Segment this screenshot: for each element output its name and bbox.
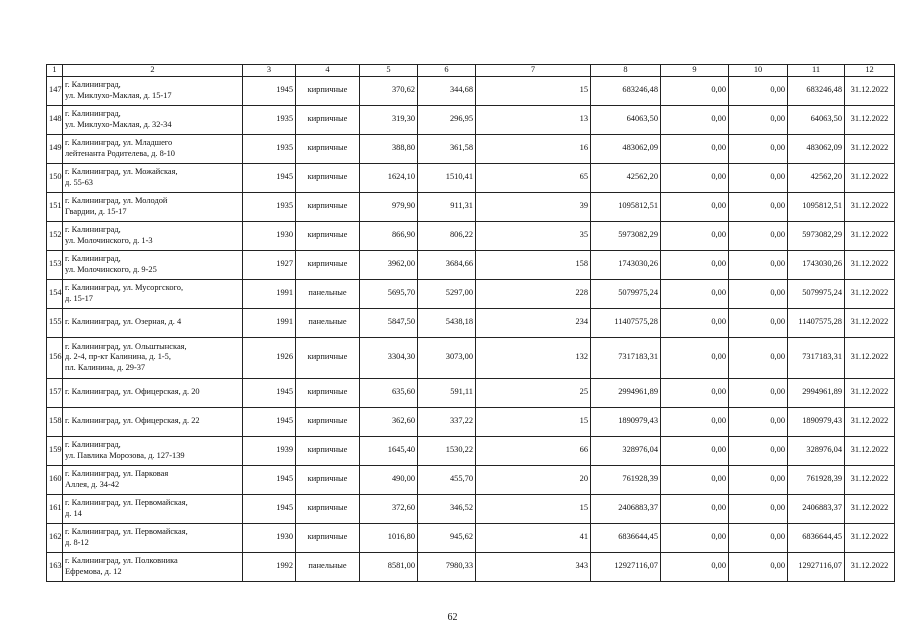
address-cell <box>63 308 243 337</box>
residents-cell: 15 <box>476 494 591 523</box>
address-line: г. Калининград, ул. Офицерская, д. 22 <box>65 416 200 426</box>
build-year-cell: 1935 <box>243 192 296 221</box>
area-total-cell: 388,80 <box>360 134 418 163</box>
cost-budget-cell: 0,00 <box>729 378 788 407</box>
address-line: г. Калининград, <box>65 80 121 89</box>
cost-fund-cell: 0,00 <box>661 163 729 192</box>
table-body <box>47 65 895 582</box>
wall-material-cell: панельные <box>296 552 360 581</box>
table-row <box>47 279 895 308</box>
wall-material-cell: кирпичные <box>296 494 360 523</box>
area-total-cell: 1016,80 <box>360 523 418 552</box>
address-line: г. Калининград, ул. Ольштынская, <box>65 341 187 351</box>
column-header: 12 <box>845 65 895 77</box>
cost-fund-cell: 0,00 <box>661 192 729 221</box>
cost-owners-cell: 64063,50 <box>788 105 845 134</box>
cost-fund-cell: 0,00 <box>661 250 729 279</box>
address-line: Гвардии, д. 15-17 <box>65 206 127 216</box>
cost-budget-cell: 0,00 <box>729 308 788 337</box>
area-living-cell: 5297,00 <box>418 279 476 308</box>
build-year-cell: 1926 <box>243 337 296 378</box>
address-line: г. Калининград, ул. Офицерская, д. 20 <box>65 387 200 397</box>
row-number-cell: 156 <box>47 337 63 378</box>
area-living-cell: 945,62 <box>418 523 476 552</box>
address-line: г. Калининград, ул. Можайская, <box>65 167 178 176</box>
cost-fund-cell: 0,00 <box>661 465 729 494</box>
row-number-cell: 147 <box>47 76 63 105</box>
residents-cell: 234 <box>476 308 591 337</box>
address-cell <box>63 378 243 407</box>
address-line: лейтенанта Родителева, д. 8-10 <box>65 148 175 158</box>
row-number-cell: 161 <box>47 494 63 523</box>
area-living-cell: 1510,41 <box>418 163 476 192</box>
cost-budget-cell: 0,00 <box>729 407 788 436</box>
area-total-cell: 1624,10 <box>360 163 418 192</box>
area-living-cell: 455,70 <box>418 465 476 494</box>
wall-material-cell: кирпичные <box>296 76 360 105</box>
cost-total-cell: 328976,04 <box>591 436 661 465</box>
deadline-cell: 31.12.2022 <box>845 436 895 465</box>
area-total-cell: 866,90 <box>360 221 418 250</box>
area-total-cell: 319,30 <box>360 105 418 134</box>
row-number-cell: 150 <box>47 163 63 192</box>
build-year-cell: 1945 <box>243 76 296 105</box>
address-line: ул. Миклухо-Маклая, д. 32-34 <box>65 119 172 129</box>
cost-owners-cell: 12927116,07 <box>788 552 845 581</box>
area-total-cell: 979,90 <box>360 192 418 221</box>
area-living-cell: 361,58 <box>418 134 476 163</box>
cost-total-cell: 1095812,51 <box>591 192 661 221</box>
area-total-cell: 5695,70 <box>360 279 418 308</box>
cost-owners-cell: 2406883,37 <box>788 494 845 523</box>
residents-cell: 16 <box>476 134 591 163</box>
wall-material-cell: кирпичные <box>296 221 360 250</box>
address-cell <box>63 163 243 192</box>
cost-budget-cell: 0,00 <box>729 436 788 465</box>
address-cell <box>63 407 243 436</box>
cost-budget-cell: 0,00 <box>729 250 788 279</box>
build-year-cell: 1991 <box>243 308 296 337</box>
address-line: г. Калининград, ул. Мусоргского, <box>65 283 184 292</box>
address-line: г. Калининград, ул. Первомайская, <box>65 527 188 536</box>
deadline-cell: 31.12.2022 <box>845 378 895 407</box>
address-line: ул. Павлика Морозова, д. 127-139 <box>65 450 185 460</box>
build-year-cell: 1991 <box>243 279 296 308</box>
table-row <box>47 552 895 581</box>
area-total-cell: 370,62 <box>360 76 418 105</box>
deadline-cell: 31.12.2022 <box>845 279 895 308</box>
area-total-cell: 3304,30 <box>360 337 418 378</box>
cost-owners-cell: 5079975,24 <box>788 279 845 308</box>
area-living-cell: 3073,00 <box>418 337 476 378</box>
area-total-cell: 1645,40 <box>360 436 418 465</box>
address-line: г. Калининград, <box>65 225 121 234</box>
residents-cell: 41 <box>476 523 591 552</box>
deadline-cell: 31.12.2022 <box>845 134 895 163</box>
area-total-cell: 635,60 <box>360 378 418 407</box>
area-total-cell: 5847,50 <box>360 308 418 337</box>
residents-cell: 13 <box>476 105 591 134</box>
address-cell <box>63 250 243 279</box>
residents-cell: 65 <box>476 163 591 192</box>
column-header: 10 <box>729 65 788 77</box>
address-line: г. Калининград, <box>65 254 121 263</box>
wall-material-cell: кирпичные <box>296 192 360 221</box>
cost-total-cell: 483062,09 <box>591 134 661 163</box>
column-header: 4 <box>296 65 360 77</box>
build-year-cell: 1939 <box>243 436 296 465</box>
table-row <box>47 407 895 436</box>
cost-owners-cell: 683246,48 <box>788 76 845 105</box>
column-header: 6 <box>418 65 476 77</box>
address-line: ул. Молочинского, д. 1-3 <box>65 235 153 245</box>
wall-material-cell: панельные <box>296 279 360 308</box>
column-header: 11 <box>788 65 845 77</box>
header-row <box>47 65 895 77</box>
row-number-cell: 160 <box>47 465 63 494</box>
address-cell <box>63 337 243 378</box>
build-year-cell: 1935 <box>243 105 296 134</box>
cost-owners-cell: 1890979,43 <box>788 407 845 436</box>
cost-fund-cell: 0,00 <box>661 105 729 134</box>
wall-material-cell: кирпичные <box>296 250 360 279</box>
cost-fund-cell: 0,00 <box>661 134 729 163</box>
address-line: г. Калининград, ул. Молодой <box>65 196 168 205</box>
deadline-cell: 31.12.2022 <box>845 76 895 105</box>
row-number-cell: 155 <box>47 308 63 337</box>
address-cell <box>63 494 243 523</box>
build-year-cell: 1927 <box>243 250 296 279</box>
address-line: Аллея, д. 34-42 <box>65 479 120 489</box>
deadline-cell: 31.12.2022 <box>845 105 895 134</box>
wall-material-cell: кирпичные <box>296 337 360 378</box>
cost-total-cell: 5973082,29 <box>591 221 661 250</box>
row-number-cell: 157 <box>47 378 63 407</box>
cost-total-cell: 1743030,26 <box>591 250 661 279</box>
column-header: 7 <box>476 65 591 77</box>
deadline-cell: 31.12.2022 <box>845 221 895 250</box>
residents-cell: 343 <box>476 552 591 581</box>
cost-owners-cell: 328976,04 <box>788 436 845 465</box>
address-line: г. Калининград, ул. Парковая <box>65 469 169 478</box>
deadline-cell: 31.12.2022 <box>845 523 895 552</box>
address-line: г. Калининград, ул. Первомайская, <box>65 498 188 507</box>
area-living-cell: 7980,33 <box>418 552 476 581</box>
address-line: г. Калининград, <box>65 440 121 449</box>
residents-cell: 20 <box>476 465 591 494</box>
area-living-cell: 806,22 <box>418 221 476 250</box>
column-header: 9 <box>661 65 729 77</box>
address-line: ул. Молочинского, д. 9-25 <box>65 264 157 274</box>
row-number-cell: 159 <box>47 436 63 465</box>
residents-cell: 25 <box>476 378 591 407</box>
cost-owners-cell: 7317183,31 <box>788 337 845 378</box>
cost-fund-cell: 0,00 <box>661 337 729 378</box>
table-row <box>47 308 895 337</box>
address-cell <box>63 134 243 163</box>
cost-fund-cell: 0,00 <box>661 76 729 105</box>
area-living-cell: 296,95 <box>418 105 476 134</box>
address-cell <box>63 105 243 134</box>
column-header: 1 <box>47 65 63 77</box>
page-number: 62 <box>447 612 458 623</box>
area-living-cell: 1530,22 <box>418 436 476 465</box>
row-number-cell: 162 <box>47 523 63 552</box>
cost-budget-cell: 0,00 <box>729 134 788 163</box>
address-cell <box>63 221 243 250</box>
row-number-cell: 158 <box>47 407 63 436</box>
area-total-cell: 8581,00 <box>360 552 418 581</box>
address-line: д. 15-17 <box>65 293 93 303</box>
deadline-cell: 31.12.2022 <box>845 552 895 581</box>
cost-fund-cell: 0,00 <box>661 279 729 308</box>
cost-owners-cell: 1095812,51 <box>788 192 845 221</box>
row-number-cell: 163 <box>47 552 63 581</box>
address-cell <box>63 552 243 581</box>
residents-cell: 15 <box>476 76 591 105</box>
deadline-cell: 31.12.2022 <box>845 407 895 436</box>
address-line: г. Калининград, ул. Озерная, д. 4 <box>65 317 182 327</box>
residents-cell: 35 <box>476 221 591 250</box>
row-number-cell: 149 <box>47 134 63 163</box>
deadline-cell: 31.12.2022 <box>845 308 895 337</box>
build-year-cell: 1935 <box>243 134 296 163</box>
cost-total-cell: 7317183,31 <box>591 337 661 378</box>
table-row <box>47 134 895 163</box>
residents-cell: 158 <box>476 250 591 279</box>
cost-owners-cell: 6836644,45 <box>788 523 845 552</box>
cost-total-cell: 2406883,37 <box>591 494 661 523</box>
wall-material-cell: кирпичные <box>296 163 360 192</box>
build-year-cell: 1945 <box>243 494 296 523</box>
address-line: д. 14 <box>65 508 82 518</box>
table-row <box>47 436 895 465</box>
wall-material-cell: кирпичные <box>296 523 360 552</box>
table-row <box>47 192 895 221</box>
cost-owners-cell: 11407575,28 <box>788 308 845 337</box>
table-row <box>47 337 895 378</box>
area-total-cell: 3962,00 <box>360 250 418 279</box>
table-row <box>47 250 895 279</box>
deadline-cell: 31.12.2022 <box>845 465 895 494</box>
cost-budget-cell: 0,00 <box>729 105 788 134</box>
area-living-cell: 344,68 <box>418 76 476 105</box>
address-line: ул. Миклухо-Маклая, д. 15-17 <box>65 90 172 100</box>
cost-total-cell: 6836644,45 <box>591 523 661 552</box>
address-cell <box>63 279 243 308</box>
deadline-cell: 31.12.2022 <box>845 494 895 523</box>
area-living-cell: 346,52 <box>418 494 476 523</box>
table-row <box>47 163 895 192</box>
row-number-cell: 148 <box>47 105 63 134</box>
wall-material-cell: кирпичные <box>296 465 360 494</box>
cost-total-cell: 12927116,07 <box>591 552 661 581</box>
area-total-cell: 372,60 <box>360 494 418 523</box>
build-year-cell: 1945 <box>243 378 296 407</box>
cost-fund-cell: 0,00 <box>661 523 729 552</box>
address-line: пл. Калинина, д. 29-37 <box>65 362 146 372</box>
cost-total-cell: 42562,20 <box>591 163 661 192</box>
address-line: г. Калининград, <box>65 109 121 118</box>
area-living-cell: 337,22 <box>418 407 476 436</box>
wall-material-cell: кирпичные <box>296 436 360 465</box>
residents-cell: 132 <box>476 337 591 378</box>
table-row <box>47 523 895 552</box>
deadline-cell: 31.12.2022 <box>845 163 895 192</box>
build-year-cell: 1945 <box>243 407 296 436</box>
address-line: Ефремова, д. 12 <box>65 566 122 576</box>
column-header: 3 <box>243 65 296 77</box>
address-line: д. 55-63 <box>65 177 93 187</box>
cost-owners-cell: 42562,20 <box>788 163 845 192</box>
build-year-cell: 1930 <box>243 221 296 250</box>
area-living-cell: 911,31 <box>418 192 476 221</box>
cost-fund-cell: 0,00 <box>661 378 729 407</box>
cost-budget-cell: 0,00 <box>729 465 788 494</box>
build-year-cell: 1992 <box>243 552 296 581</box>
cost-owners-cell: 483062,09 <box>788 134 845 163</box>
address-line: д. 8-12 <box>65 537 89 547</box>
cost-total-cell: 683246,48 <box>591 76 661 105</box>
deadline-cell: 31.12.2022 <box>845 192 895 221</box>
cost-owners-cell: 761928,39 <box>788 465 845 494</box>
table-row <box>47 76 895 105</box>
row-number-cell: 153 <box>47 250 63 279</box>
row-number-cell: 154 <box>47 279 63 308</box>
cost-budget-cell: 0,00 <box>729 494 788 523</box>
wall-material-cell: кирпичные <box>296 134 360 163</box>
cost-fund-cell: 0,00 <box>661 552 729 581</box>
address-cell <box>63 465 243 494</box>
cost-total-cell: 5079975,24 <box>591 279 661 308</box>
table-row <box>47 105 895 134</box>
area-total-cell: 362,60 <box>360 407 418 436</box>
cost-owners-cell: 5973082,29 <box>788 221 845 250</box>
address-line: д. 2-4, пр-кт Калинина, д. 1-5, <box>65 352 171 362</box>
cost-total-cell: 2994961,89 <box>591 378 661 407</box>
cost-budget-cell: 0,00 <box>729 163 788 192</box>
column-header: 8 <box>591 65 661 77</box>
register-table <box>46 64 895 582</box>
cost-total-cell: 64063,50 <box>591 105 661 134</box>
table-row <box>47 221 895 250</box>
cost-budget-cell: 0,00 <box>729 221 788 250</box>
table-row <box>47 465 895 494</box>
cost-fund-cell: 0,00 <box>661 436 729 465</box>
cost-total-cell: 11407575,28 <box>591 308 661 337</box>
table-row <box>47 378 895 407</box>
column-header: 2 <box>63 65 243 77</box>
area-living-cell: 3684,66 <box>418 250 476 279</box>
row-number-cell: 152 <box>47 221 63 250</box>
area-total-cell: 490,00 <box>360 465 418 494</box>
cost-budget-cell: 0,00 <box>729 337 788 378</box>
address-line: г. Калининград, ул. Полковника <box>65 556 178 565</box>
area-living-cell: 591,11 <box>418 378 476 407</box>
residents-cell: 228 <box>476 279 591 308</box>
residents-cell: 66 <box>476 436 591 465</box>
address-cell <box>63 192 243 221</box>
build-year-cell: 1945 <box>243 465 296 494</box>
deadline-cell: 31.12.2022 <box>845 337 895 378</box>
wall-material-cell: панельные <box>296 308 360 337</box>
cost-budget-cell: 0,00 <box>729 552 788 581</box>
cost-fund-cell: 0,00 <box>661 221 729 250</box>
build-year-cell: 1945 <box>243 163 296 192</box>
cost-total-cell: 761928,39 <box>591 465 661 494</box>
cost-fund-cell: 0,00 <box>661 407 729 436</box>
address-line: г. Калининград, ул. Младшего <box>65 138 173 147</box>
cost-budget-cell: 0,00 <box>729 279 788 308</box>
residents-cell: 15 <box>476 407 591 436</box>
wall-material-cell: кирпичные <box>296 407 360 436</box>
deadline-cell: 31.12.2022 <box>845 250 895 279</box>
cost-budget-cell: 0,00 <box>729 192 788 221</box>
row-number-cell: 151 <box>47 192 63 221</box>
cost-fund-cell: 0,00 <box>661 308 729 337</box>
address-cell <box>63 76 243 105</box>
cost-total-cell: 1890979,43 <box>591 407 661 436</box>
cost-owners-cell: 2994961,89 <box>788 378 845 407</box>
area-living-cell: 5438,18 <box>418 308 476 337</box>
cost-fund-cell: 0,00 <box>661 494 729 523</box>
address-cell <box>63 523 243 552</box>
cost-owners-cell: 1743030,26 <box>788 250 845 279</box>
wall-material-cell: кирпичные <box>296 105 360 134</box>
table-row <box>47 494 895 523</box>
residents-cell: 39 <box>476 192 591 221</box>
address-cell <box>63 436 243 465</box>
cost-budget-cell: 0,00 <box>729 76 788 105</box>
column-header: 5 <box>360 65 418 77</box>
wall-material-cell: кирпичные <box>296 378 360 407</box>
cost-budget-cell: 0,00 <box>729 523 788 552</box>
build-year-cell: 1930 <box>243 523 296 552</box>
